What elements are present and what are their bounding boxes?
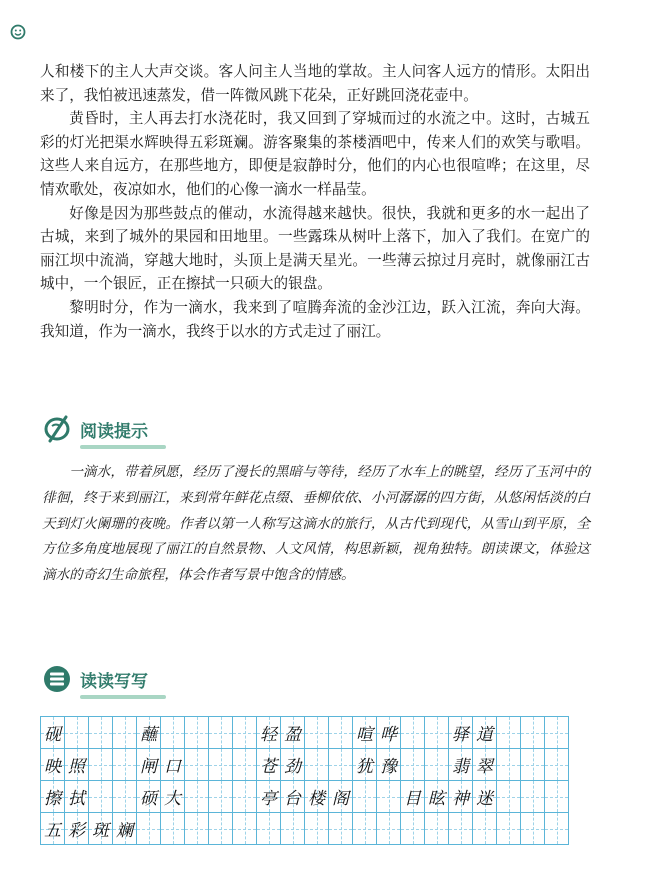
vocab-char: 楼 — [308, 789, 325, 809]
vocab-char: 豫 — [380, 757, 397, 777]
grid-cell — [449, 781, 473, 813]
grid-cell — [329, 781, 353, 813]
grid-cell — [65, 813, 89, 845]
grid-cell — [89, 717, 113, 749]
vocab-char: 拭 — [68, 789, 85, 809]
vocab-char: 口 — [164, 757, 181, 777]
grid-cell — [257, 813, 281, 845]
grid-cell — [113, 813, 137, 845]
grid-cell — [41, 749, 65, 781]
vocab-char: 苍 — [260, 757, 277, 777]
grid-cell — [497, 781, 521, 813]
grid-cell — [425, 717, 449, 749]
grid-cell — [209, 749, 233, 781]
grid-cell — [281, 717, 305, 749]
vocab-char: 映 — [44, 757, 61, 777]
paragraph: 黄昏时，主人再去打水浇花时，我又回到了穿城而过的水流之中。这时，古城五彩的灯光把渠水辉映得五彩斑斓。游客聚集的茶楼酒吧中，传来人们的欢笑与歌唱。这些人来自远方，在那些地方，即便是寂静时分，他们的内心也很喧哗；在这里，尽情欢歌处，夜凉如水，他们的心像一滴水一样晶莹。 — [40, 110, 590, 198]
grid-cell — [473, 781, 497, 813]
vocab-char: 轻 — [260, 725, 277, 745]
grid-cell — [257, 781, 281, 813]
grid-cell — [137, 749, 161, 781]
grid-cell — [473, 717, 497, 749]
grid-cell — [353, 749, 377, 781]
vocab-char: 闸 — [140, 757, 157, 777]
grid-cell — [497, 813, 521, 845]
practice-grid — [40, 716, 569, 845]
grid-cell — [41, 813, 65, 845]
grid-cell — [425, 749, 449, 781]
grid-cell — [185, 781, 209, 813]
grid-cell — [377, 781, 401, 813]
vocab-char: 犹 — [356, 757, 373, 777]
grid-cell — [113, 781, 137, 813]
grid-cell — [161, 717, 185, 749]
grid-cell — [233, 781, 257, 813]
grid-cell — [353, 717, 377, 749]
grid-cell — [161, 749, 185, 781]
vocab-char: 眩 — [428, 789, 445, 809]
grid-cell — [425, 781, 449, 813]
vocab-char: 盈 — [284, 725, 301, 745]
grid-cell — [89, 781, 113, 813]
vocab-char: 台 — [284, 789, 301, 809]
vocab-char: 硕 — [140, 789, 157, 809]
grid-cell — [497, 717, 521, 749]
grid-cell — [521, 717, 545, 749]
grid-cell — [161, 813, 185, 845]
grid-cell — [329, 717, 353, 749]
vocab-char: 目 — [404, 789, 421, 809]
vocab-char: 亭 — [260, 789, 277, 809]
grid-cell — [545, 717, 569, 749]
grid-cell — [377, 749, 401, 781]
grid-cell — [281, 813, 305, 845]
grid-cell — [545, 813, 569, 845]
vocab-char: 喧 — [356, 725, 373, 745]
vocab-char: 彩 — [68, 821, 85, 841]
vocab-char: 五 — [44, 821, 61, 841]
grid-cell — [281, 749, 305, 781]
grid-cell — [449, 813, 473, 845]
grid-cell — [65, 749, 89, 781]
grid-cell — [233, 717, 257, 749]
grid-cell — [305, 749, 329, 781]
grid-cell — [233, 749, 257, 781]
grid-cell — [281, 781, 305, 813]
grid-cell — [401, 813, 425, 845]
leaf-pen-icon — [42, 414, 72, 448]
vocab-char: 神 — [452, 789, 469, 809]
grid-cell — [473, 813, 497, 845]
grid-cell — [161, 781, 185, 813]
vocab-char: 劲 — [284, 757, 301, 777]
paragraph: 好像是因为那些鼓点的催动，水流得越来越快。很快，我就和更多的水一起出了古城，来到了城外的果园和田地里。一些露珠从树叶上落下，加入了我们。在宽广的丽江坝中流淌，穿越大地时，头顶上是满天星光。一些薄云掠过月亮时，就像丽江古城中，一个银匠，正在擦拭一只硕大的银盘。 — [40, 204, 590, 293]
grid-cell — [185, 717, 209, 749]
reading-tips-text: 一滴水，带着夙愿，经历了漫长的黑暗与等待，经历了水车上的眺望，经历了玉河中的徘徊，终于来到丽江，来到常年鲜花点缀、垂柳依依、小河潺潺的四方街，从悠闲恬淡的白天到灯火阑珊的夜晚。作者以第一人称写这滴水的旅行，从古代到现代，从雪山到平原，全方位多角度地展现了丽江的自然景物、人文风情，构思新颖，视角独特。朗读课文，体验这滴水的奇幻生命旅程，体会作者写景中饱含的情感。 — [42, 464, 590, 584]
reading-tips-heading — [42, 414, 166, 448]
grid-cell — [257, 749, 281, 781]
vocab-char: 斓 — [116, 821, 133, 841]
vocab-char: 驿 — [452, 725, 469, 745]
grid-cell — [353, 813, 377, 845]
vocab-char: 砚 — [44, 725, 61, 745]
grid-cell — [425, 813, 449, 845]
grid-cell — [89, 813, 113, 845]
vocab-char: 阁 — [332, 789, 349, 809]
grid-cell — [545, 749, 569, 781]
grid-cell — [65, 781, 89, 813]
grid-cell — [209, 813, 233, 845]
grid-cell — [233, 813, 257, 845]
list-lines-icon — [42, 664, 72, 698]
paragraph: 人和楼下的主人大声交谈。客人问主人当地的掌故。主人问客人远方的情形。太阳出来了，我怕被迅速蒸发，借一阵微风跳下花朵，正好跳回浇花壶中。 — [40, 63, 590, 104]
grid-cell — [329, 813, 353, 845]
grid-cell — [521, 813, 545, 845]
grid-cell — [521, 749, 545, 781]
vocab-char: 擦 — [44, 789, 61, 809]
grid-cell — [89, 749, 113, 781]
grid-cell — [401, 781, 425, 813]
grid-cell — [137, 717, 161, 749]
grid-cell — [401, 749, 425, 781]
grid-cell — [497, 749, 521, 781]
vocab-char: 照 — [68, 757, 85, 777]
grid-cell — [41, 717, 65, 749]
vocab-char: 哗 — [380, 725, 397, 745]
grid-cell — [401, 717, 425, 749]
grid-cell — [209, 781, 233, 813]
vocab-char: 翡 — [452, 757, 469, 777]
grid-cell — [305, 813, 329, 845]
grid-cell — [257, 717, 281, 749]
grid-cell — [113, 717, 137, 749]
vocab-char: 斑 — [92, 821, 109, 841]
practice-title: 读读写写 — [80, 667, 166, 695]
grid-cell — [353, 781, 377, 813]
grid-cell — [545, 781, 569, 813]
grid-cell — [521, 781, 545, 813]
grid-cell — [41, 781, 65, 813]
grid-cell — [137, 781, 161, 813]
smiley-icon — [10, 24, 26, 40]
practice-heading — [42, 664, 166, 698]
grid-cell — [377, 717, 401, 749]
grid-cell — [329, 749, 353, 781]
vocab-char: 迷 — [476, 789, 493, 809]
grid-cell — [377, 813, 401, 845]
vocab-char: 翠 — [476, 757, 493, 777]
grid-cell — [449, 717, 473, 749]
vocab-char: 大 — [164, 789, 181, 809]
grid-cell — [305, 781, 329, 813]
grid-cell — [137, 813, 161, 845]
vocab-char: 道 — [476, 725, 493, 745]
reading-tips-title: 阅读提示 — [80, 417, 166, 445]
grid-cell — [113, 749, 137, 781]
grid-cell — [305, 717, 329, 749]
grid-cell — [209, 717, 233, 749]
body-text — [40, 60, 590, 343]
paragraph: 黎明时分，作为一滴水，我来到了喧腾奔流的金沙江边，跃入江流，奔向大海。我知道，作为一滴水，我终于以水的方式走过了丽江。 — [40, 298, 590, 340]
grid-cell — [185, 749, 209, 781]
grid-cell — [185, 813, 209, 845]
grid-cell — [473, 749, 497, 781]
grid-cell — [449, 749, 473, 781]
grid-cell — [65, 717, 89, 749]
vocab-char: 蘸 — [140, 725, 157, 745]
